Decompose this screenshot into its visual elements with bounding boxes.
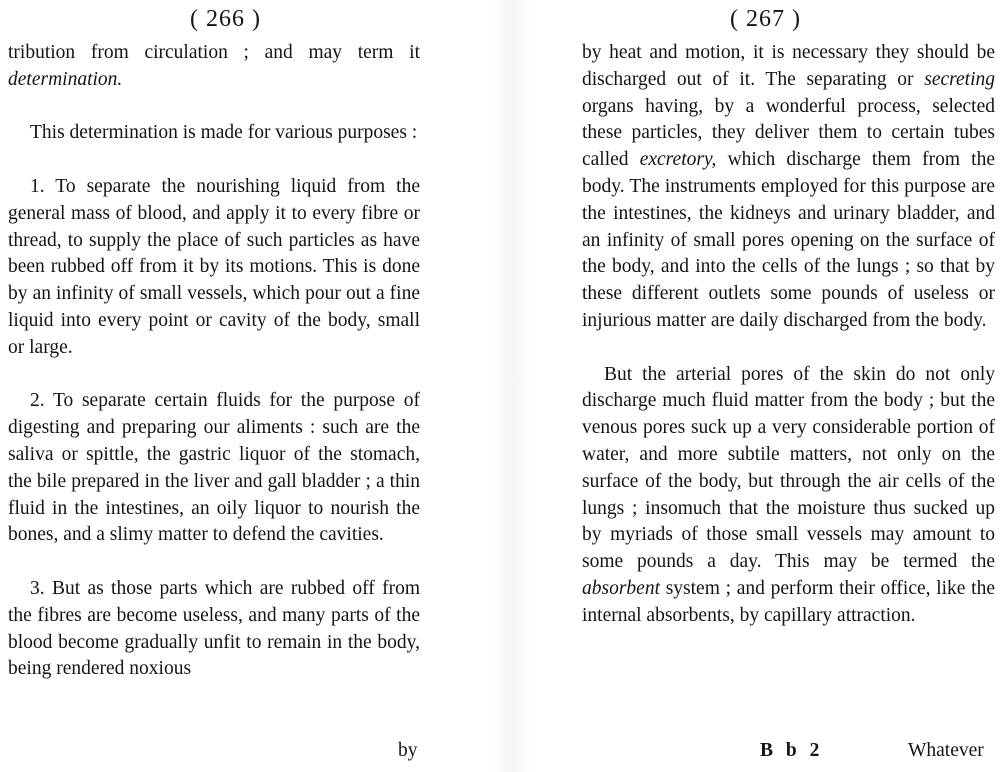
- page-number-left: ( 266 ): [190, 6, 261, 32]
- paragraph-text: which discharge them from the body. The instruments employed for this purpose are the intestines, the kidneys and urinary bladder, and an infinity of small pores opening on the surface of the body, and into the cells of the lungs ; so that by these different outlets some pounds of useless or injurious matter are daily discharged from the body.: [582, 149, 995, 331]
- paragraph-text: system ; and perform their office, like the internal absorbents, by capillary attraction.: [582, 577, 995, 626]
- paragraph-point-1: 1. To separate the nourishing liquid from the general mass of blood, and apply it to every fibre or thread, to supply the place of such particles as have been rubbed off from it by its motions. This is done by an infinity of small vessels, which pour out a fine liquid into every point or cavity of the body, small or large.: [8, 175, 420, 358]
- paragraph-text: But the arterial pores of the skin do not only discharge much fluid matter from the body ; but the venous pores suck up a very considerable portion of water, and more subtile matters, not only on the surface of the body, but through the air cells of the lungs ; insomuch that the moisture thus sucked up by myriads of those small vessels may amount to some pounds a day. This may be termed the: [582, 363, 995, 573]
- right-page-text: [582, 40, 995, 630]
- left-page-text: [8, 40, 420, 683]
- signature-mark: B b 2: [760, 740, 824, 761]
- italic-term: determination.: [8, 68, 123, 90]
- paragraph-text: organs having, by a wonderful process, selected these particles, they deliver them to certain tubes called: [582, 95, 995, 171]
- paragraph-text: tribution from circulation ; and may term it: [8, 42, 420, 63]
- catchword-right: Whatever: [908, 740, 984, 761]
- paragraph: [582, 362, 995, 630]
- paragraph-point-3: 3. But as those parts which are rubbed off from the fibres are become useless, and many parts of the blood become gradually unfit to remain in the body, being rendered noxious: [8, 577, 420, 680]
- catchword-left: by: [398, 740, 418, 761]
- paragraph-continued: [582, 40, 995, 335]
- gutter-shadow: [492, 0, 532, 772]
- italic-term: secreting: [924, 68, 995, 90]
- paragraph-continued: [8, 40, 420, 94]
- right-page: [570, 0, 1000, 772]
- italic-term: excretory,: [639, 149, 717, 171]
- page-number-right: ( 267 ): [730, 6, 801, 32]
- left-page: [0, 0, 440, 772]
- paragraph-point-2: 2. To separate certain fluids for the purpose of digesting and preparing our aliments : such are the saliva or spittle, the gastric liquor of the stomach, the bile prepared in the liver and gall bladder ; a thin fluid in the intestines, an oily liquor to nourish the bones, and a slimy matter to defend the cavities.: [8, 390, 420, 546]
- paragraph: This determination is made for various purposes :: [30, 122, 418, 144]
- italic-term: absorbent: [582, 577, 660, 599]
- paragraph-text: by heat and motion, it is necessary they should be discharged out of it. The separating or: [582, 42, 995, 90]
